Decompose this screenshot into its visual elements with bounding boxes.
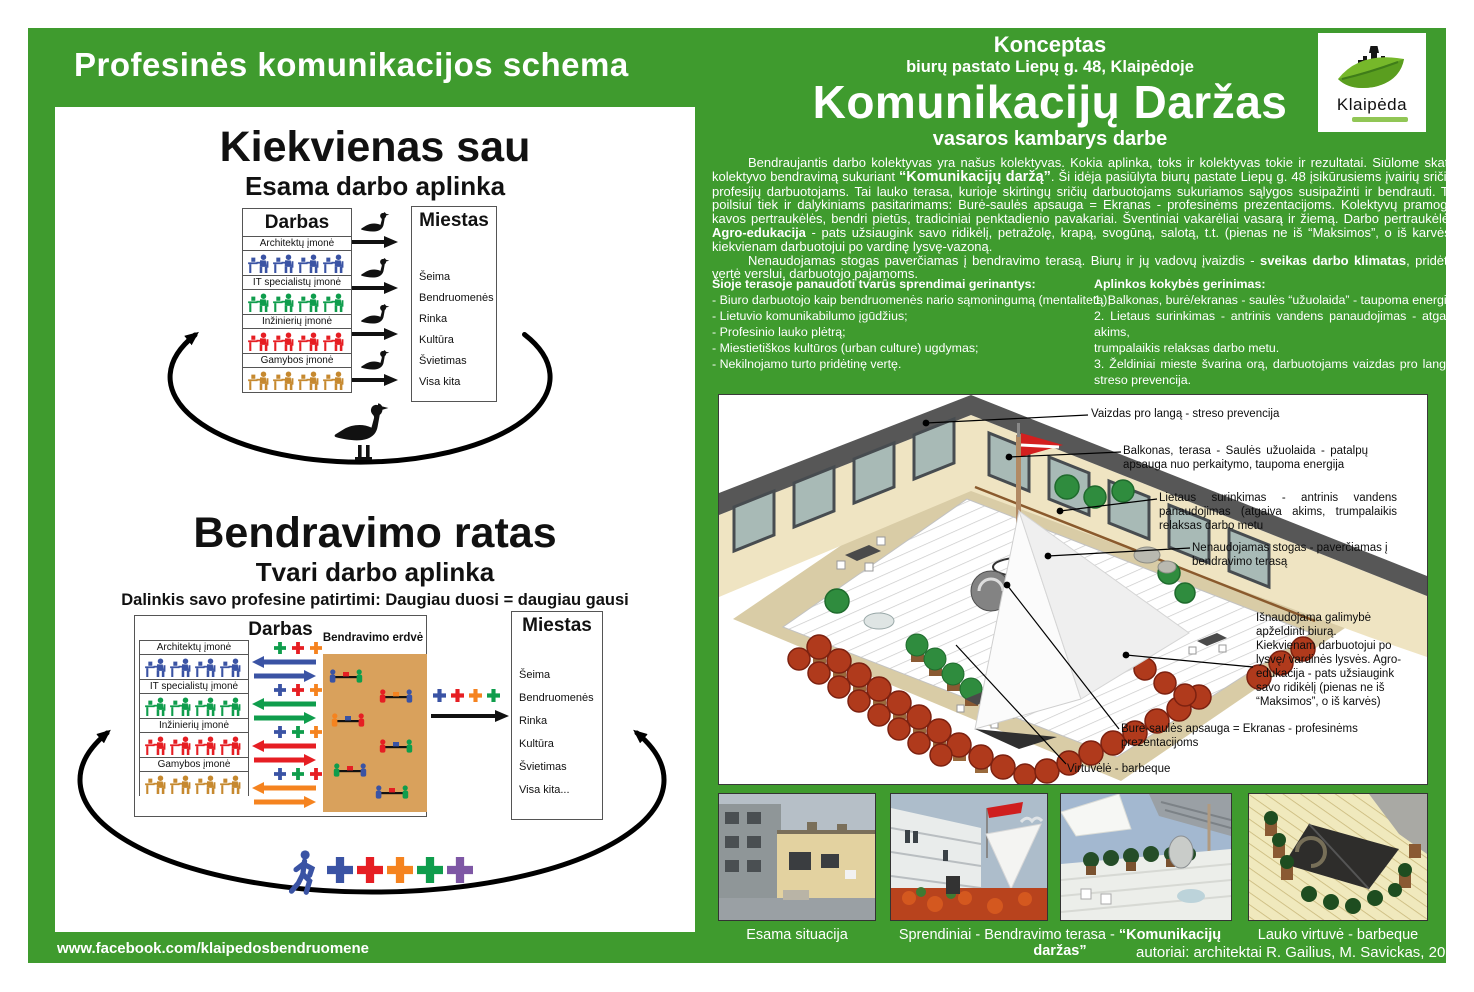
photo-solution-flag xyxy=(890,793,1048,921)
annotation-kitchen: Virtuvėlė - barbeque xyxy=(1067,763,1171,775)
list-item: - Nekilnojamo turto pridėtinę vertę. xyxy=(712,357,902,371)
annotation-roof: Nenaudojamas stogas - paverčiamas į bendravimo terasą xyxy=(1192,542,1388,568)
goose-icon xyxy=(361,258,389,277)
poster-title: Profesinės komunikacijos schema xyxy=(74,46,629,83)
header-subtitle: vasaros kambarys darbe xyxy=(932,128,1168,150)
list-item: trumpalaikis relaksas darbo metu. xyxy=(1094,341,1280,355)
concept-header xyxy=(770,33,1330,151)
benefits-right-title: Aplinkos kokybės gerinimas: xyxy=(1094,277,1266,291)
plus-icon xyxy=(292,642,304,654)
header-address: biurų pastato Liepų g. 48, Klaipėdoje xyxy=(906,58,1194,76)
benefits-left-list xyxy=(712,276,1111,372)
diagram2-subtitle: Tvari darbo aplinka xyxy=(255,557,495,587)
annotation-greenery: Išnaudojama galimybė apželdinti biurą. Kiekvienam darbuotojui po lysvę/ vardinės lysvės. Agro-edukacija - pats užsiaugink savo ridikėlį (pienas ne iš “Maksimos”, o iš karvės) xyxy=(1256,612,1402,708)
photo-terrace-view xyxy=(1060,793,1232,921)
caption-solution: Sprendiniai - Bendravimo terasa - “Komunikacijų daržas” xyxy=(898,927,1222,959)
klaipeda-logo xyxy=(1318,33,1426,132)
person-desk-icon xyxy=(273,254,296,273)
goose-icon-large xyxy=(331,403,397,465)
annotation-rainwater: Lietaus surinkimas - antrinis vandens panaudojimas (atgaiva akims, trumpalaikis relaksas darbo metu xyxy=(1159,492,1397,532)
plus-icon xyxy=(417,857,443,883)
miestas-items: Šeima Bendruomenės Rinka Kultūra Švietimas Visa kita... xyxy=(519,669,594,796)
miestas-items: Šeima Bendruomenės Rinka Kultūra Švietimas Visa kita xyxy=(419,271,494,388)
company-label: Inžinierių įmonė xyxy=(140,718,248,733)
annotation-sail: Burė-saulės apsauga = Ekranas - profesinėms prezentacijoms xyxy=(1121,723,1358,749)
logo-wordmark: Klaipėda xyxy=(1336,95,1408,114)
company-label: Architektų įmonė xyxy=(243,237,351,251)
person-desk-icon xyxy=(248,254,271,273)
photo-outdoor-kitchen xyxy=(1248,793,1428,921)
caption-existing: Esama situacija xyxy=(746,927,848,943)
company-label: Gamybos įmonė xyxy=(140,757,248,772)
company-label: Gamybos įmonė xyxy=(243,353,351,368)
intro-paragraph-1: Bendraujantis darbo kolektyvas yra našus kolektyvas. Kokia aplinka, toks ir kolektyvas tokie ir rezultatai. Siūlome skatinti kolektyvo bendravimą sukuriant “Komunikacijų daržą”. Ši idėja pasiūlyta biurų pastate Liepų g. 48 įsikūrusiems įvairių sričių ir profesijų darbuotojams. Tai lauko terasa, kurioje skirtingų sričių darbuotojams sukuriamos sąlygos susipažinti ir bendrauti. Tiek poilsiui tiek ir dalykiniams pasitarimams: Burė-saulės apsauga = Ekranas - profesinėms prezentacijoms. Kolektyvų pramoga - kavos pertraukėlės, bendri pietūs, tradiciniai penktadienio pavakariai. Šventiniai vakarėliai vasarą ir žiemą. Darbo pertraukėlės - Agro-edukacija - pats užsiaugink savo ridikėlį, petražolę, krapą, svogūną, salotą, t.t. (pienas ne iš “Maksimos”, o iš karvės) - kiekvienam darbuotojui po vardinę lysvę-vazoną. xyxy=(712,155,1465,254)
facebook-url: www.facebook.com/klaipedosbendruomene xyxy=(57,940,370,957)
walking-person-icon xyxy=(292,850,312,892)
plus-icon xyxy=(274,642,286,654)
darbas-header: Darbas xyxy=(243,209,351,237)
intro-text xyxy=(712,156,1465,281)
diagram1-title: Kiekvienas sau xyxy=(219,123,531,171)
logo-tagline xyxy=(1352,117,1408,122)
diagram2-title: Bendravimo ratas xyxy=(193,509,557,557)
terrace-rendering xyxy=(718,394,1428,785)
diagram1-subtitle: Esama darbo aplinka xyxy=(244,171,506,201)
plus-icon xyxy=(447,857,473,883)
erdve-label: Bendravimo erdvė xyxy=(322,632,424,644)
list-item: 1. Balkonas, burė/ekranas - saulės “užuolaida” - taupoma energija, xyxy=(1094,293,1460,307)
castle-leaf-icon xyxy=(1334,37,1410,99)
plus-icon xyxy=(327,857,353,883)
schema-panel xyxy=(55,107,695,932)
caption-kitchen: Lauko virtuvė - barbeque xyxy=(1257,927,1419,943)
company-icons-row xyxy=(243,251,351,275)
header-kicker: Konceptas xyxy=(993,32,1107,57)
person-desk-icon xyxy=(298,254,321,273)
plus-icon xyxy=(357,857,383,883)
benefits-right-list xyxy=(1094,276,1462,388)
plus-icon xyxy=(387,857,413,883)
company-label: Architektų įmonė xyxy=(140,641,248,655)
list-item: - Lietuvio komunikabilumo įgūdžius; xyxy=(712,309,908,323)
list-item: 2. Lietaus surinkimas - antrinis vandens panaudojimas - atgaiva akims, xyxy=(1094,309,1462,339)
diagram2-tagline: Dalinkis savo profesine patirtimi: Daugiau duosi = daugiau gausi xyxy=(121,591,629,609)
benefits-left-title: Šioje terasoje panaudoti tvarūs sprendimai gerinantys: xyxy=(712,277,1036,291)
annotation-balcony: Balkonas, terasa - Saulės užuolaida - patalpų apsauga nuo perkaitymo, taupoma energija xyxy=(1123,445,1368,471)
annotation-view: Vaizdas pro langą - streso prevencija xyxy=(1091,408,1280,420)
darbas-header: Darbas xyxy=(248,619,313,640)
miestas-header: Miestas xyxy=(419,210,489,231)
walking-exchange xyxy=(287,845,477,907)
list-item: - Profesinio lauko plėtrą; xyxy=(712,325,846,339)
header-title: Komunikacijų Daržas xyxy=(812,76,1288,128)
company-label: IT specialistų įmonė xyxy=(140,679,248,694)
list-item: - Biuro darbuotojo kaip bendruomenės nario sąmoningumą (mentalitetą); xyxy=(712,293,1111,307)
list-item: 3. Želdiniai mieste švarina orą, darbuotojams vaizdas pro langą - streso prevencija. xyxy=(1094,357,1462,387)
list-item: - Miestietiškos kultūros (urban culture) ugdymas; xyxy=(712,341,979,355)
person-desk-icon xyxy=(323,254,346,273)
company-label: Inžinierių įmonė xyxy=(243,314,351,329)
company-label: IT specialistų įmonė xyxy=(243,275,351,290)
intro-paragraph-2: Nenaudojamas stogas paverčiamas į bendravimo terasą. Biurų ir jų vadovų įvaizdis - sveikas darbo klimatas, pridėtinė vertė verslui, darbuotojo pajamoms. xyxy=(712,252,1465,282)
photo-existing-situation xyxy=(718,793,876,921)
authors-credit: autoriai: architektai R. Gailius, M. Savickas, 2014 xyxy=(1136,944,1462,961)
miestas-header: Miestas xyxy=(522,615,592,636)
goose-icon xyxy=(361,212,389,231)
right-arrow-icon xyxy=(352,236,398,248)
